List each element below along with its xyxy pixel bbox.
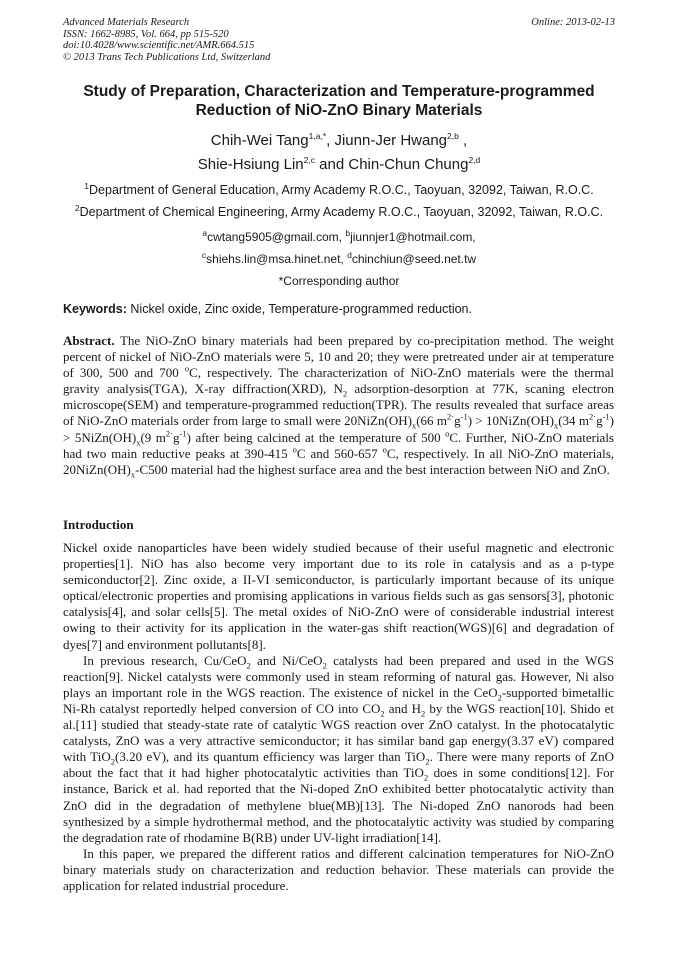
email-link[interactable]: cwtang5905@gmail.com, <box>207 230 342 244</box>
author-line-2: Shie-Hsiung Lin$^{2,c}$ and Chin-Chun Chung$^{2,d}$ <box>197 155 481 173</box>
keywords-label: Keywords: <box>63 302 127 316</box>
intro-paragraph-3: In this paper, we prepared the different ratios and different calcination temperatures for NiO-ZnO binary materials study on characterization and reduction behavior. These materials can provide the application for related industrial procedure. <box>63 845 614 893</box>
author-name: Shie-Hsiung Lin <box>197 156 304 173</box>
online-date: Online: 2013-02-13 <box>531 17 615 28</box>
abstract <box>63 333 614 478</box>
section-heading-introduction: Introduction <box>63 517 134 532</box>
running-header <box>63 17 615 63</box>
keywords-text: Nickel oxide, Zinc oxide, Temperature-programmed reduction. <box>130 302 472 316</box>
doi-line: doi:10.4028/www.scientific.net/AMR.664.515 <box>63 40 255 51</box>
introduction-body <box>63 540 614 894</box>
author-name: Chin-Chun Chung <box>348 156 469 173</box>
author-name: Chih-Wei Tang <box>210 132 309 149</box>
paper-title <box>40 82 638 120</box>
intro-paragraph-2: In previous research, Cu/CeO$_2$ and Ni/CeO$_2$ catalysts had been prepared and used in the WGS reaction[9]. Nickel catalysts were commonly used in steam reforming of natural gas. However, Ni also plays an important role in the WGS reaction. The existence of nickel in the CeO$_2$-supported bimetallic Ni-Rh catalyst reportedly helped conversion of CO into $CO_2$ and $H_2$ by the WGS reaction[10]. Shido et al.[11] studied that steady-state rate of catalytic WGS reaction over ZnO catalyst. In the photocatalytic catalysts, ZnO was a very attractive semiconductor; it has similar band gap energy(3.37 eV) compared with TiO$_2$(3.20 eV), and its quantum efficiency was larger than TiO$_2$. There were many reports of ZnO about the fact that it had higher photocatalytic activities than TiO$_2$ does in some conditions[12]. For instance, Barick et al. had reported that the Ni-doped ZnO exhibited better photocatalytic activity than ZnO did in the degradation of methylene blue(MB)[13]. The Ni-doped ZnO nanorods had been synthesized by a simple hydrothermal method, and the photocatalytic activity was studied by comparing the degradation rate of rhodamine B(RB) under UV-light irradiation[14]. <box>63 652 614 845</box>
affiliation-1: $^1$Department of General Education, Army Academy R.O.C., Taoyuan, 32092, Taiwan, R.O.C. <box>84 180 594 197</box>
author-affil-sup: 2,c <box>303 155 315 165</box>
author-line-1: Chih-Wei Tang$^{1,a,*}$, Jiunn-Jer Hwang$^{2,b}$ , <box>210 131 468 149</box>
affiliation-2: $^2$Department of Chemical Engineering, Army Academy R.O.C., Taoyuan, 32092, Taiwan, R.O.C. <box>74 202 604 219</box>
email-link[interactable]: jiunnjer1@hotmail.com, <box>350 230 476 244</box>
author-affil-sup: 2,b <box>447 131 459 141</box>
email-link[interactable]: shiehs.lin@msa.hinet.net, <box>206 252 344 266</box>
email-line-2: $^c$shiehs.lin@msa.hinet.net, $^d$chinchiun@seed.net.tw <box>201 250 477 266</box>
keywords <box>63 302 623 316</box>
abstract-text: Abstract. The NiO-ZnO binary materials had been prepared by co-precipitation method. The weight percent of nickel of NiO-ZnO materials were 5, 10 and 20; they were pretreated under air at temperature of 300, 500 and 700 $^o$C, respectively. The characterization of NiO-ZnO materials were the thermal gravity analysis(TGA), X-ray diffraction(XRD), $N_2$ adsorption-desorption at 77K, scaning electron microscope(SEM) and temperature-programmed reduction(TPR). The results revealed that surface areas of NiO-ZnO materials order from large to small were $20NiZn(OH)_x(66$ $m^{2\cdot}g^{-1}$) > $10NiZn(OH)_x(34$ $m^{2\cdot}g^{-1}$) > $5NiZn(OH)_x(9$ $m^{2\cdot}g^{-1}$) after being calcined at the temperature of 500 $^o$C. Further, NiO-ZnO materials had two main reductive peaks at 390-415 $^o$C and 560-657 $^o$C, respectively. In all NiO-ZnO materials, $20NiZn(OH)_x-C500$ material had the highest surface area and the best interaction between NiO and ZnO. <box>63 333 615 480</box>
email-link[interactable]: chinchiun@seed.net.tw <box>351 252 477 266</box>
title-line-1: Study of Preparation, Characterization and Temperature-programmed <box>83 83 595 100</box>
abstract-label: Abstract. <box>63 333 115 348</box>
corresponding-author-note: *Corresponding author <box>278 274 400 288</box>
issn-line: ISSN: 1662-8985, Vol. 664, pp 515-520 <box>63 28 229 40</box>
email-line-1: $^a$cwtang5905@gmail.com, $^b$jiunnjer1@hotmail.com, <box>202 228 476 244</box>
author-affil-sup: 2,d <box>468 155 481 165</box>
title-line-2: Reduction of NiO-ZnO Binary Materials <box>195 102 483 119</box>
author-list <box>40 129 638 177</box>
journal-name: Advanced Materials Research <box>63 17 190 28</box>
author-emails <box>40 226 638 292</box>
author-name: Jiunn-Jer Hwang <box>334 132 448 149</box>
author-affil-sup: 1,a, <box>308 131 323 141</box>
intro-paragraph-1: Nickel oxide nanoparticles have been widely studied because of their useful magnetic and electronic properties[1]. NiO has also become very important due to its role in catalysis and as a p-type semiconductor[2]. Zinc oxide, a II-VI semiconductor, is particularly important because of its unique optical/electronic properties and promising applications in various fields such as gas sensors[3], photonic catalysis[4], and solar cells[5]. The metal oxides of NiO-ZnO were of considerable industrial interest owing to their activity for its application in the water-gas shift reaction(WGS)[6] and degradation of dyes[7] and environment pollutants[8]. <box>63 540 614 652</box>
copyright-line: © 2013 Trans Tech Publications Ltd, Switzerland <box>63 51 271 63</box>
